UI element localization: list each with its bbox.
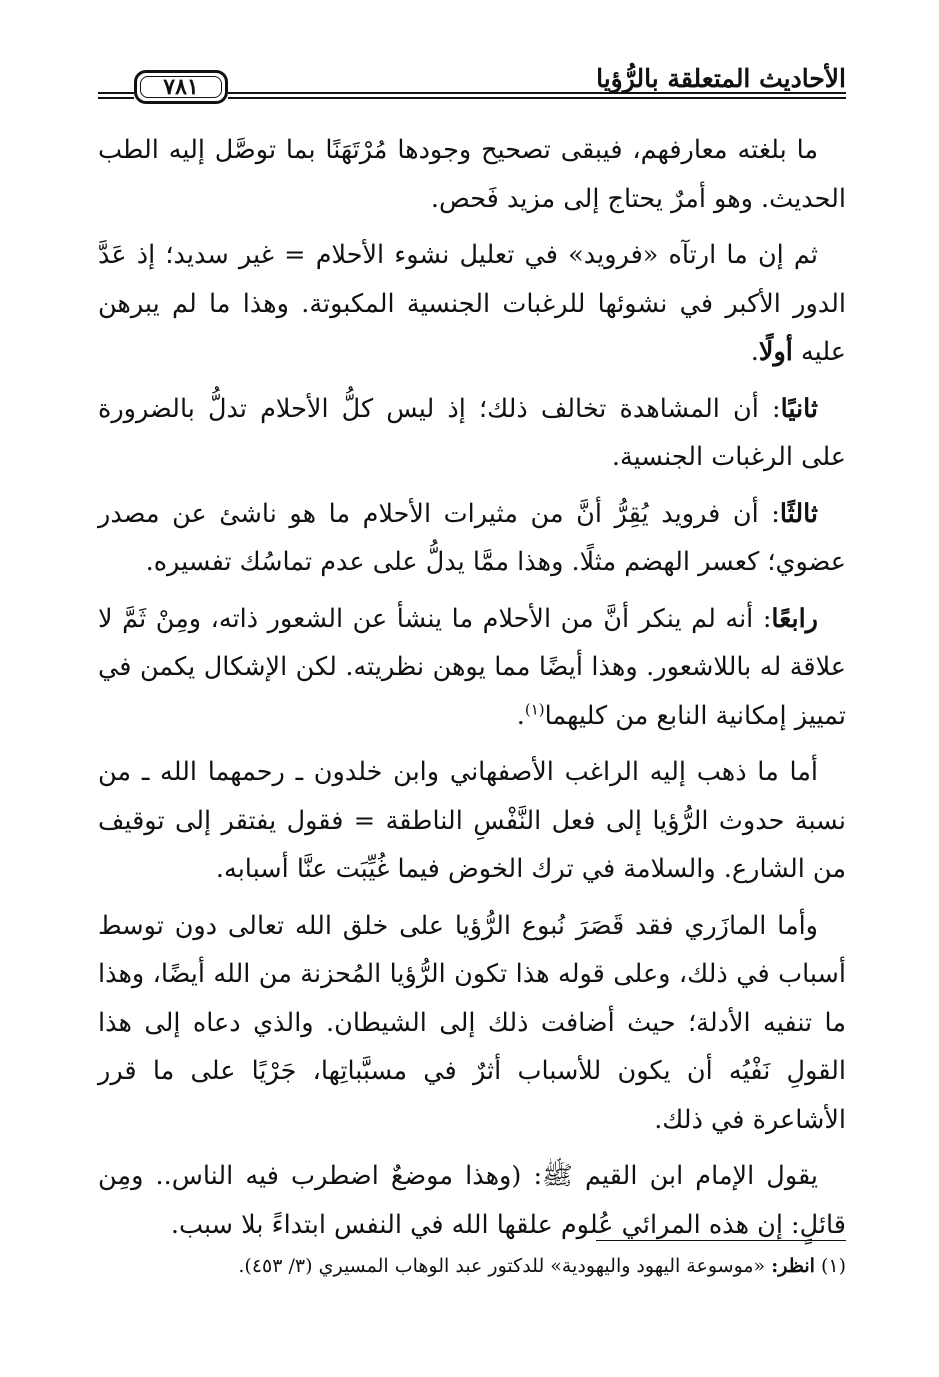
paragraph-3-text: : أن المشاهدة تخالف ذلك؛ إذ ليس كلُّ الأحلام تدلُّ بالضرورة على الرغبات الجنسية. [98, 393, 846, 472]
paragraph-8 [98, 1152, 846, 1249]
page-header [98, 58, 846, 116]
paragraph-4-text: : أن فرويد يُقِرُّ أنَّ من مثيرات الأحلام ما هو ناشئ عن مصدر عضوي؛ كعسر الهضم مثلًا. وهذا ممَّا يدلُّ على عدم تماسُك تفسيره. [98, 498, 846, 577]
paragraph-5-text: : أنه لم ينكر أنَّ من الأحلام ما ينشأ عن الشعور ذاته، ومِنْ ثَمَّ لا علاقة له باللاشعور. وهذا أيضًا مما يوهن نظريته. لكن الإشكال يكمن في تمييز إمكانية النابع من كليهما [98, 603, 846, 731]
paragraph-2-bold: أولًا [758, 337, 793, 367]
footnote-marker: (١) [820, 1255, 846, 1277]
paragraph-8-text: يقول الإمام ابن القيم ﷺ: (وهذا موضعٌ اضطرب فيه الناس.. ومِن قائلٍ: إن هذه المرائي عُلوم علقها الله في النفس ابتداءً بلا سبب. [98, 1161, 846, 1240]
footnote-separator [596, 1240, 846, 1241]
paragraph-4-lead: ثالثًا [779, 498, 818, 529]
paragraph-1-text: ما بلغته معارفهم، فيبقى تصحيح وجودها مُرْتَهَنًا بما توصَّل إليه الطب الحديث. وهو أمرٌ يحتاج إلى مزيد فَحص. [98, 135, 846, 214]
paragraph-2-text: ثم إن ما ارتآه «فرويد» في تعليل نشوء الأحلام = غير سديد؛ إذ عَدَّ الدور الأكبر في نشوئها للرغبات الجنسية المكبوتة. وهذا ما لم يبرهن عليه [98, 240, 846, 367]
paragraph-6 [98, 748, 846, 894]
paragraph-3-lead: ثانيًا [780, 393, 818, 424]
paragraph-1 [98, 126, 846, 223]
footnote-reference: (١) [524, 700, 545, 718]
page-number: ٧٨١ [134, 70, 228, 104]
footnote-text: «موسوعة اليهود واليهودية» للدكتور عبد الوهاب المسيري (٣/ ٤٥٣). [238, 1255, 766, 1277]
paragraph-7-text: وأما المازَري فقد قَصَرَ نُبوع الرُّؤيا على خلق الله تعالى دون توسط أسباب في ذلك، وعلى قوله هذا تكون الرُّؤيا المُحزنة من الله أيضًا، وهذا ما تنفيه الأدلة؛ حيث أضافت ذلك إلى الشيطان. والذي دعاه إلى هذا القولِ نَفْيُه أن يكون للأسباب أثرٌ في مسبَّباتِها، جَرْيًا على ما قرر الأشاعرة في ذلك. [98, 910, 846, 1135]
paragraph-5-lead: رابعًا [771, 603, 818, 634]
running-title: الأحاديث المتعلقة بالرُّؤيا [596, 64, 846, 93]
header-rule-right [228, 92, 846, 99]
paragraph-2 [98, 231, 846, 377]
paragraph-2-punct: . [750, 337, 759, 367]
paragraph-5 [98, 595, 846, 741]
header-rule-left [98, 92, 134, 99]
paragraph-7 [98, 902, 846, 1145]
paragraph-5-punct: . [516, 700, 525, 731]
paragraph-3 [98, 385, 846, 482]
footnote-label: انظر: [771, 1255, 815, 1277]
body-text [98, 126, 846, 1257]
paragraph-4 [98, 490, 846, 587]
paragraph-6-text: أما ما ذهب إليه الراغب الأصفهاني وابن خلدون ـ رحمهما الله ـ من نسبة حدوث الرُّؤيا إلى فعل النَّفْسِ الناطقة = فقول يفتقر إلى توقيف من الشارع. والسلامة في ترك الخوض فيما غُيِّبَت عنَّا أسبابه. [98, 757, 846, 884]
footnote [98, 1250, 846, 1282]
